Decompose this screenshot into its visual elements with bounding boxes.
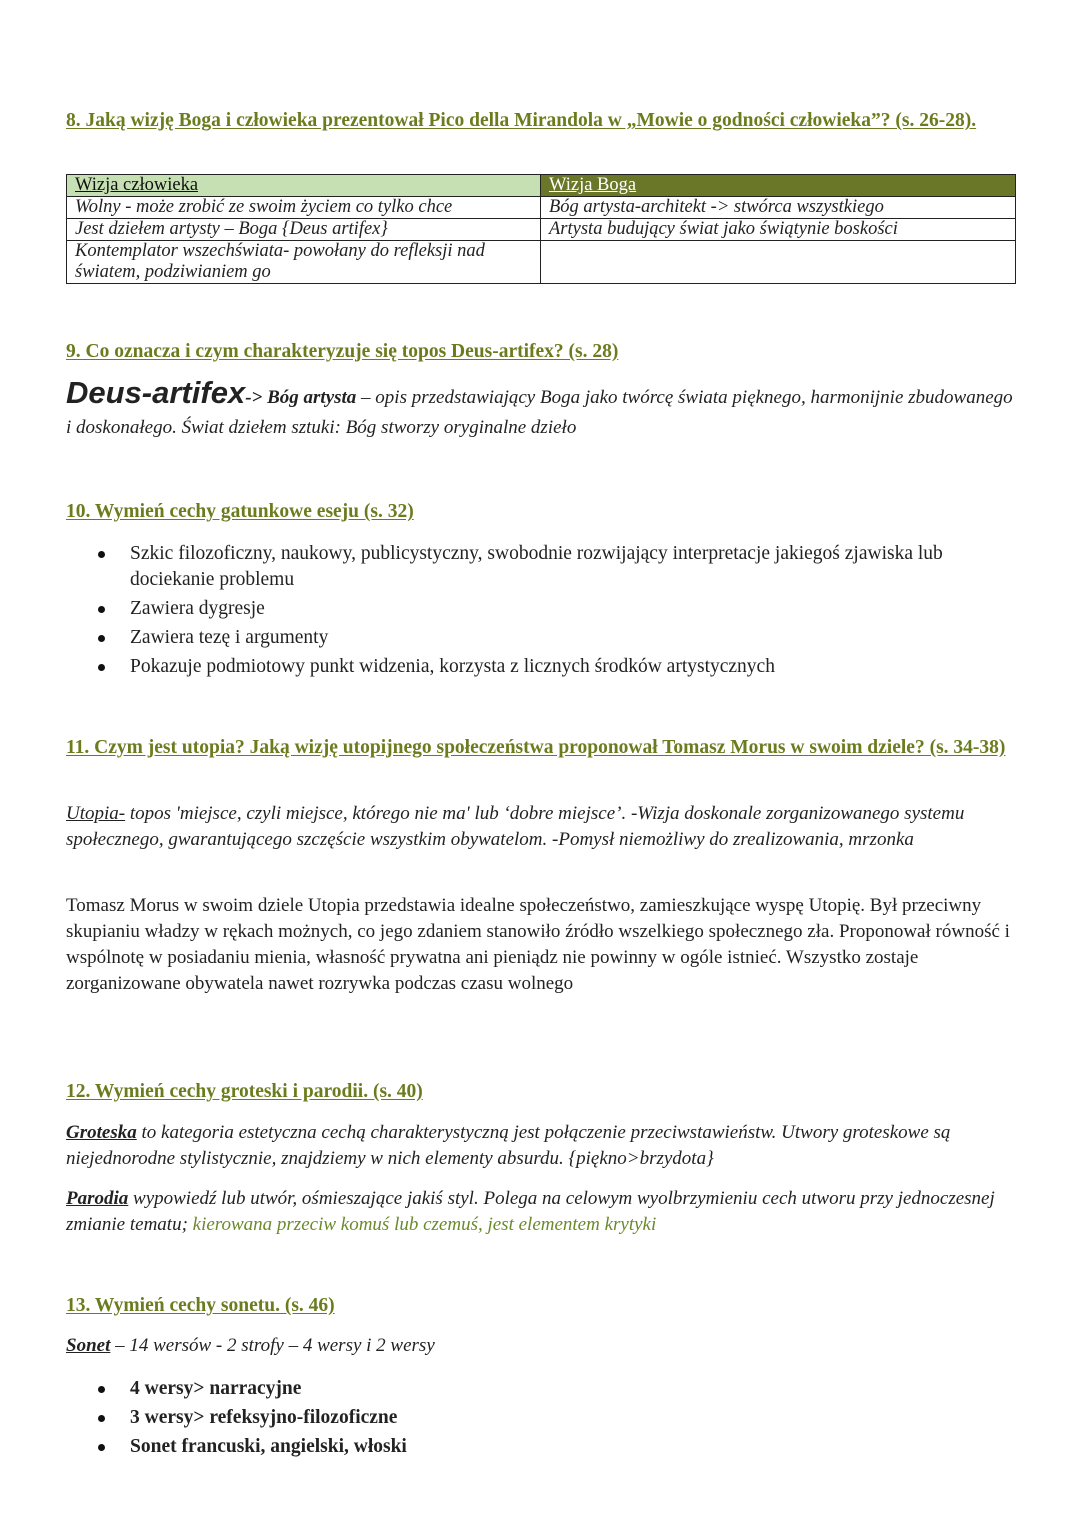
table-cell	[541, 241, 1016, 284]
list-item: Pokazuje podmiotowy punkt widzenia, korzysta z licznych środków artystycznych	[66, 654, 1016, 680]
list-item: Zawiera dygresje	[66, 596, 1016, 622]
q13-heading: 13. Wymień cechy sonetu. (s. 46)	[66, 1295, 335, 1316]
q8-heading: 8. Jaką wizję Boga i człowieka prezentował Pico della Mirandola w „Mowie o godności człowieka”? (s. 26-28).	[66, 110, 977, 131]
groteska-text: to kategoria estetyczna cechą charakterystyczną jest połączenie przeciwstawieństw. Utwory groteskowe są niejednorodne stylistycznie, znajdziemy w nich elementy absurdu. {piękno>brzydota}	[66, 1122, 951, 1169]
parodia-highlight: kierowana przeciw komuś lub czemuś, jest elementem krytyki	[192, 1214, 657, 1235]
table-row	[67, 241, 1016, 284]
groteska-term: Groteska	[66, 1122, 137, 1143]
list-item: 4 wersy> narracyjne	[66, 1376, 1016, 1402]
table-header-row	[67, 175, 1016, 197]
table-cell: Wolny - może zrobić ze swoim życiem co tylko chce	[67, 197, 541, 219]
arrow-symbol: ->	[245, 387, 263, 408]
q12-heading: 12. Wymień cechy groteski i parodii. (s. 40)	[66, 1081, 423, 1102]
groteska-definition	[66, 1120, 1016, 1172]
table-cell: Jest dziełem artysty – Boga {Deus artifex}	[67, 219, 541, 241]
sonet-text: – 14 wersów - 2 strofy – 4 wersy i 2 wersy	[110, 1335, 435, 1356]
essay-features-list	[66, 541, 1016, 683]
header-human-vision: Wizja człowieka	[67, 175, 541, 197]
table-row	[67, 197, 1016, 219]
utopia-definition	[66, 801, 1016, 853]
sonet-term: Sonet	[66, 1335, 111, 1356]
parodia-text: wypowiedź lub utwór, ośmieszające jakiś styl. Polega na celowym wyolbrzymieniu cech utworu przy jednoczesnej zmianie tematu;	[66, 1188, 995, 1235]
deus-artifex-definition	[66, 375, 1016, 443]
parodia-definition	[66, 1186, 1016, 1238]
parodia-term: Parodia	[66, 1188, 129, 1209]
list-item: Szkic filozoficzny, naukowy, publicystyczny, swobodnie rozwijający interpretacje jakiegoś zjawiska lub dociekanie problemu	[66, 541, 1016, 593]
header-god-vision: Wizja Boga	[541, 175, 1016, 197]
table-row	[67, 219, 1016, 241]
q9-heading: 9. Co oznacza i czym charakteryzuje się topos Deus-artifex? (s. 28)	[66, 341, 619, 362]
table-cell: Artysta budujący świat jako świątynie boskości	[541, 219, 1016, 241]
table-cell: Bóg artysta-architekt -> stwórca wszystkiego	[541, 197, 1016, 219]
list-item: Zawiera tezę i argumenty	[66, 625, 1016, 651]
list-item: Sonet francuski, angielski, włoski	[66, 1434, 1016, 1460]
q10-heading: 10. Wymień cechy gatunkowe eseju (s. 32)	[66, 501, 414, 522]
sonet-definition	[66, 1333, 1016, 1359]
utopia-term: Utopia-	[66, 803, 126, 824]
deus-artifex-text: – opis przedstawiający Boga jako twórcę świata pięknego, harmonijnie zbudowanego i doskonałego. Świat dziełem sztuki: Bóg stworzy oryginalne dzieło	[66, 387, 1013, 438]
sonnet-features-list	[66, 1376, 1016, 1463]
morus-paragraph: Tomasz Morus w swoim dziele Utopia przedstawia idealne społeczeństwo, zamieszkujące wyspę Utopię. Był przeciwny skupianiu władzy w rękach możnych, co jego zdaniem stanowiło źródło wszelkiego społecznego zła. Proponował równość i wspólnotę w posiadaniu mienia, własność prywatna ani pieniądz nie powinny w ogóle istnieć. Wszystko zostaje zorganizowane obywatela nawet rozrywka podczas czasu wolnego	[66, 895, 1010, 994]
list-item: 3 wersy> refeksyjno-filozoficzne	[66, 1405, 1016, 1431]
utopia-text: topos 'miejsce, czyli miejsce, którego nie ma' lub ‘dobre miejsce’. -Wizja doskonale zorganizowanego systemu społecznego, gwarantującego szczęście wszystkim obywatelom. -Pomysł niemożliwy do zrealizowania, mrzonka	[66, 803, 965, 850]
deus-artifex-translation: Bóg artysta	[267, 387, 357, 408]
table-cell: Kontemplator wszechświata- powołany do refleksji nad światem, podziwianiem go	[67, 241, 541, 284]
deus-artifex-term: Deus-artifex	[66, 375, 246, 410]
q11-heading: 11. Czym jest utopia? Jaką wizję utopijnego społeczeństwa proponował Tomasz Morus w swoim dziele? (s. 34-38)	[66, 737, 1006, 758]
vision-table	[66, 174, 1016, 284]
